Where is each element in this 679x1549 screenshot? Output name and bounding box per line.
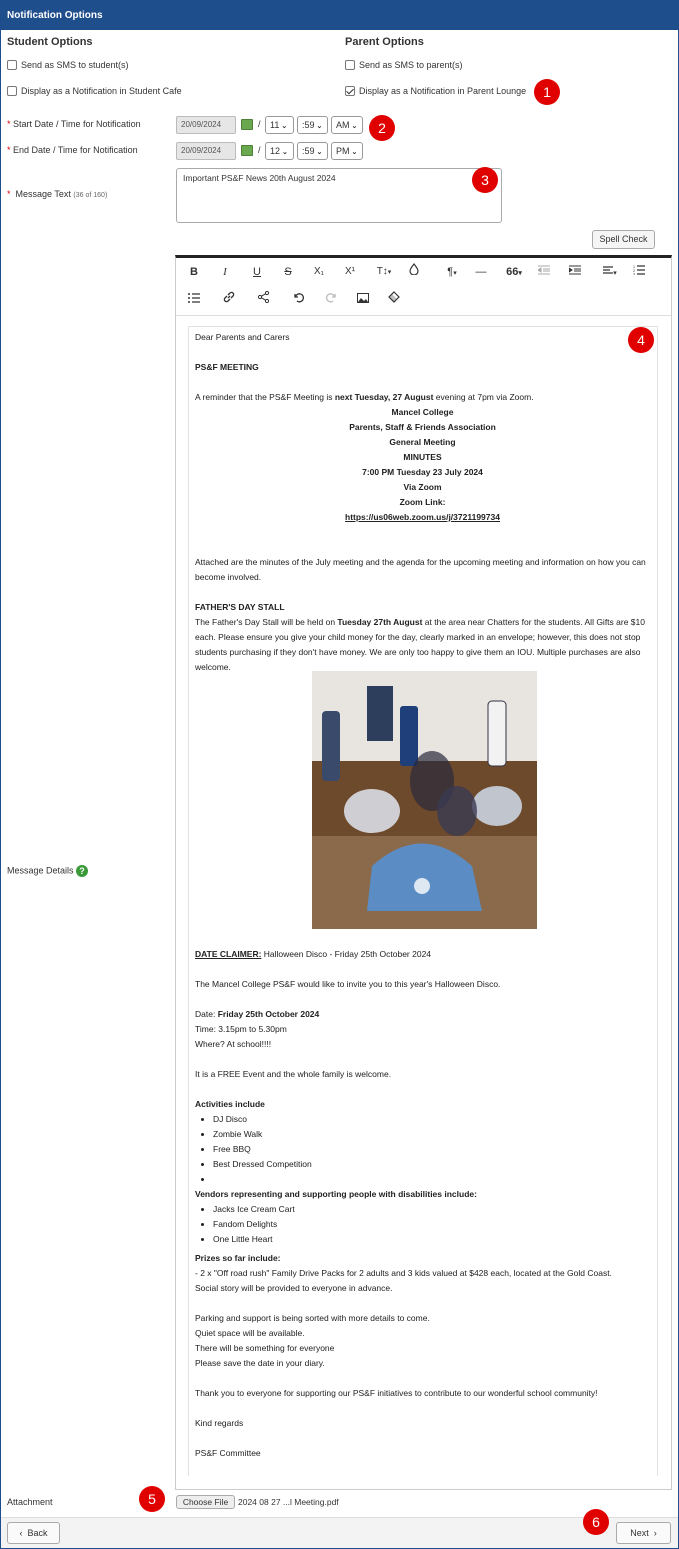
parent-sms-option[interactable] <box>345 59 463 70</box>
start-minute-select[interactable] <box>297 116 328 134</box>
student-sms-checkbox[interactable] <box>7 60 17 70</box>
end-date-input[interactable]: 20/09/2024 <box>176 142 236 160</box>
reminder-paragraph <box>195 390 650 405</box>
date-line-label: Date: <box>195 1009 218 1019</box>
bold-button[interactable]: B <box>190 266 198 278</box>
stall-pre: The Father's Day Stall will be held on <box>195 617 338 627</box>
bullet-list-icon[interactable] <box>183 290 205 310</box>
help-icon[interactable]: ? <box>76 865 88 877</box>
subscript-button[interactable]: X₁ <box>313 266 325 277</box>
quiet-line: Quiet space will be available. <box>195 1328 305 1338</box>
clear-formatting-icon[interactable] <box>383 290 405 310</box>
center-line: 7:00 PM Tuesday 23 July 2024 <box>362 467 483 477</box>
date-time-separator: / <box>258 119 261 129</box>
font-size-icon: T↕ <box>376 266 388 277</box>
list-item <box>213 1172 650 1187</box>
list-item: • Fandom Delights <box>213 1217 650 1232</box>
toolbar-divider <box>176 315 671 316</box>
greeting: Dear Parents and Carers <box>195 332 290 342</box>
chevron-down-icon: ⌄ <box>316 149 323 156</box>
gifts-photo[interactable] <box>312 671 537 929</box>
student-cafe-checkbox[interactable] <box>7 86 17 96</box>
start-hour-select[interactable] <box>265 116 294 134</box>
list-item: • Free BBQ <box>213 1142 650 1157</box>
callout-badge-1: 1 <box>534 79 560 105</box>
next-label: Next <box>630 1528 649 1538</box>
font-size-button[interactable]: T↕▾ <box>376 266 392 277</box>
panel-title: Notification Options <box>0 0 679 30</box>
free-line: It is a FREE Event and the whole family is welcome. <box>195 1069 392 1079</box>
reminder-bold: next Tuesday, 27 August <box>334 392 434 402</box>
center-line: General Meeting <box>389 437 456 447</box>
something-line: There will be something for everyone <box>195 1343 335 1353</box>
center-line: Mancel College <box>391 407 454 417</box>
next-button[interactable] <box>616 1522 671 1544</box>
editor-content-lower[interactable] <box>195 947 650 1461</box>
date-claimer-label: DATE CLAIMER: <box>195 949 262 959</box>
callout-badge-5: 5 <box>139 1486 165 1512</box>
center-line: Parents, Staff & Friends Association <box>349 422 496 432</box>
back-button[interactable] <box>7 1522 60 1544</box>
signoff-line: PS&F Committee <box>195 1448 261 1458</box>
prizes-text: - 2 x "Off road rush" Family Drive Packs for 2 adults and 3 kids valued at $428 each, located at the Gold Coast. <box>195 1268 612 1278</box>
parent-lounge-option[interactable] <box>345 85 526 96</box>
student-cafe-label: Display as a Notification in Student Cafe <box>21 85 182 96</box>
numbered-list-icon[interactable] <box>628 262 650 282</box>
save-date-line: Please save the date in your diary. <box>195 1358 325 1368</box>
student-sms-label: Send as SMS to student(s) <box>21 59 129 70</box>
parking-line: Parking and support is being sorted with more details to come. <box>195 1313 430 1323</box>
svg-text:2: 2 <box>633 269 635 273</box>
end-date-label-text: End Date / Time for Notification <box>13 145 138 155</box>
start-date-label: * Start Date / Time for Notification <box>7 119 141 129</box>
start-ampm-select[interactable] <box>331 116 363 134</box>
start-date-input[interactable]: 20/09/2024 <box>176 116 236 134</box>
vendors-heading: Vendors representing and supporting people with disabilities include: <box>195 1189 477 1199</box>
chevron-right-icon: › <box>653 1528 657 1538</box>
activities-list <box>213 1112 650 1187</box>
link-icon[interactable] <box>218 290 240 310</box>
student-cafe-option[interactable] <box>7 85 182 96</box>
list-item: • One Little Heart <box>213 1232 650 1247</box>
message-text-area[interactable]: Important PS&F News 20th August 2024 <box>176 168 502 223</box>
vendors-list <box>213 1202 650 1247</box>
date-claimer-text: Halloween Disco - Friday 25th October 2024 <box>261 949 432 959</box>
message-text-label-text: Message Text <box>15 189 71 199</box>
back-label: Back <box>27 1528 48 1538</box>
list-item: • Zombie Walk <box>213 1127 650 1142</box>
date-time-separator: / <box>258 145 261 155</box>
message-text-label: * Message Text (36 of 160) <box>7 189 108 199</box>
align-button[interactable]: ▾ <box>596 262 624 282</box>
stall-paragraph <box>195 615 650 675</box>
calendar-icon[interactable] <box>241 145 253 156</box>
list-item: • DJ Disco <box>213 1112 650 1127</box>
reminder-post: evening at 7pm via Zoom. <box>433 392 534 402</box>
list-item: • Best Dressed Competition <box>213 1157 650 1172</box>
indent-icon[interactable] <box>564 262 586 282</box>
svg-text:3: 3 <box>633 272 635 275</box>
quote-button[interactable]: 66▾ <box>506 266 522 278</box>
center-line: MINUTES <box>403 452 442 462</box>
message-details-label-text: Message Details <box>7 865 74 876</box>
regards-line: Kind regards <box>195 1418 244 1428</box>
quote-icon: 66 <box>506 266 519 278</box>
time-line: Time: 3.15pm to 5.30pm <box>195 1024 287 1034</box>
chevron-down-icon: ⌄ <box>351 149 358 156</box>
calendar-icon[interactable] <box>241 119 253 130</box>
activities-heading: Activities include <box>195 1099 265 1109</box>
stall-post: at the area near Chatters for the students. All Gifts are $10 each. Please ensure you give your child money for the day, clearly marked in an envelope; however, this does not stop students purchasing if they don't have money. We are only too happy to give them an IOU. Multiple purchases are also welcome. <box>195 617 645 672</box>
parent-sms-checkbox[interactable] <box>345 60 355 70</box>
chevron-down-icon: ⌄ <box>351 123 358 130</box>
italic-button[interactable]: I <box>223 266 227 278</box>
center-line: Via Zoom <box>403 482 442 492</box>
callout-badge-4: 4 <box>628 327 654 353</box>
chevron-left-icon: ‹ <box>19 1528 23 1538</box>
date-line-value: Friday 25th October 2024 <box>217 1009 320 1019</box>
undo-icon[interactable] <box>288 290 310 310</box>
chevron-down-icon: ⌄ <box>282 149 288 156</box>
fathers-day-heading: FATHER'S DAY STALL <box>195 602 285 612</box>
ps-f-meeting-heading: PS&F MEETING <box>195 362 259 372</box>
student-sms-option[interactable] <box>7 59 129 70</box>
chevron-down-icon: ⌄ <box>316 123 323 130</box>
reminder-pre: A reminder that the PS&F Meeting is <box>195 392 335 402</box>
stall-bold: Tuesday 27th August <box>337 617 423 627</box>
attached-paragraph: Attached are the minutes of the July meeting and the agenda for the upcoming meeting and information on how you can become involved. <box>195 557 646 582</box>
prizes-heading: Prizes so far include: <box>195 1253 281 1263</box>
attachment-filename: 2024 08 27 ...l Meeting.pdf <box>238 1497 339 1507</box>
student-options-title: Student Options <box>7 36 93 48</box>
end-ampm-select[interactable] <box>331 142 363 160</box>
superscript-button[interactable]: X¹ <box>345 266 355 277</box>
parent-options-title: Parent Options <box>345 36 424 48</box>
paragraph-format-button[interactable]: ¶▾ <box>447 266 457 278</box>
start-hour-value: 11 <box>270 120 280 130</box>
end-minute-value: :59 <box>302 146 315 156</box>
date-claimer-line <box>195 947 650 962</box>
thanks-line: Thank you to everyone for supporting our PS&F initiatives to contribute to our wonderful school community! <box>195 1388 598 1398</box>
message-char-count: (36 of 160) <box>73 192 108 199</box>
end-hour-select[interactable] <box>265 142 294 160</box>
parent-sms-label: Send as SMS to parent(s) <box>359 59 463 70</box>
list-item: • Jacks Ice Cream Cart <box>213 1202 650 1217</box>
parent-lounge-label: Display as a Notification in Parent Lounge <box>359 85 527 96</box>
end-date-label: * End Date / Time for Notification <box>7 145 138 155</box>
parent-lounge-checkbox[interactable] <box>345 86 355 96</box>
text-color-icon[interactable] <box>403 262 425 282</box>
invite-paragraph: The Mancel College PS&F would like to invite you to this year's Halloween Disco. <box>195 979 501 989</box>
start-minute-value: :59 <box>302 120 315 130</box>
start-ampm-value: AM <box>336 120 350 130</box>
end-minute-select[interactable] <box>297 142 328 160</box>
callout-badge-2: 2 <box>369 115 395 141</box>
end-hour-value: 12 <box>270 146 281 156</box>
horizontal-rule-button[interactable]: — <box>475 266 487 278</box>
choose-file-button[interactable]: Choose File <box>176 1495 235 1509</box>
message-details-label <box>7 865 88 877</box>
paragraph-icon: ¶ <box>447 266 454 278</box>
strikethrough-button[interactable]: S <box>284 266 292 278</box>
outdent-icon[interactable] <box>533 262 555 282</box>
spell-check-button[interactable]: Spell Check <box>592 230 655 249</box>
social-story: Social story will be provided to everyone in advance. <box>195 1283 393 1293</box>
redo-icon[interactable] <box>320 290 342 310</box>
start-date-label-text: Start Date / Time for Notification <box>13 119 141 129</box>
callout-badge-6: 6 <box>583 1509 609 1535</box>
svg-text:1: 1 <box>633 265 635 269</box>
insert-image-icon[interactable] <box>352 290 374 310</box>
where-line: Where? At school!!!! <box>195 1039 272 1049</box>
callout-badge-3: 3 <box>472 167 498 193</box>
footer-bar <box>1 1517 678 1548</box>
underline-button[interactable]: U <box>253 266 261 278</box>
editor-content[interactable] <box>195 330 650 675</box>
center-line: Zoom Link: <box>399 497 446 507</box>
date-line <box>195 1007 650 1022</box>
end-ampm-value: PM <box>336 146 350 156</box>
share-icon[interactable] <box>253 290 275 310</box>
chevron-down-icon: ⌄ <box>281 123 288 130</box>
attachment-label: Attachment <box>7 1497 53 1507</box>
zoom-link[interactable]: https://us06web.zoom.us/j/3721199734 <box>345 512 500 522</box>
